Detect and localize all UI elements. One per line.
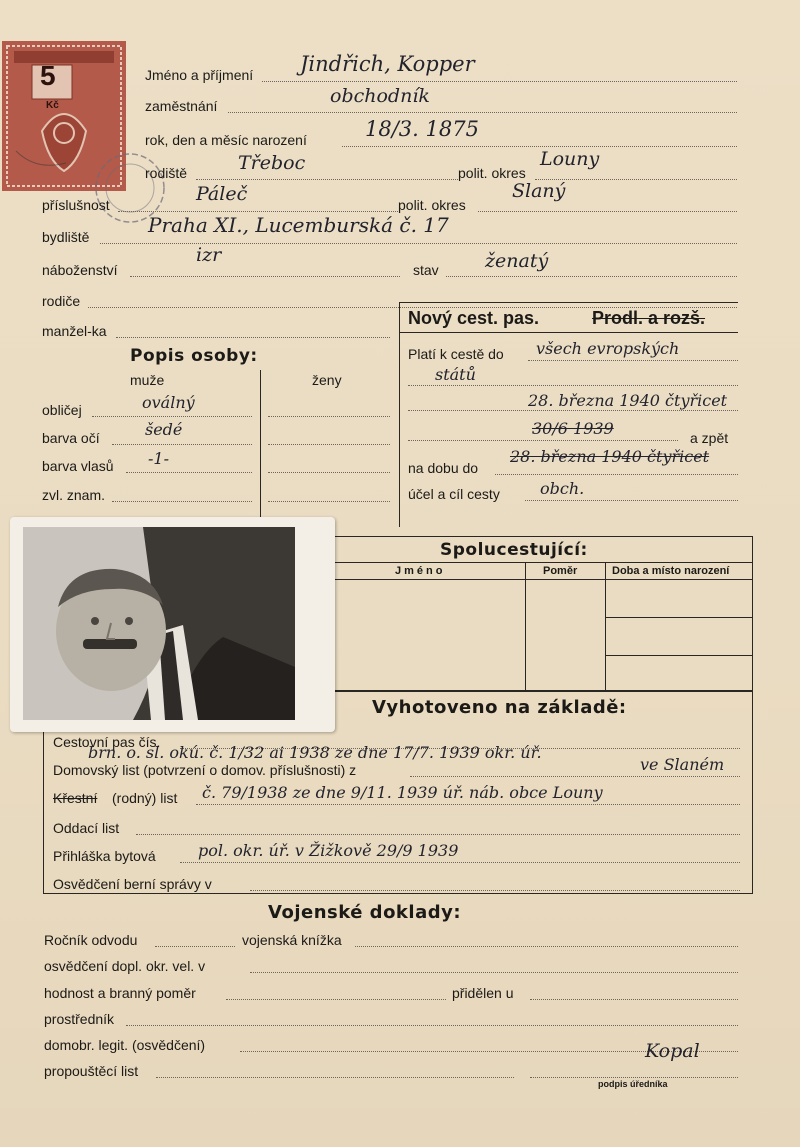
occupation-line bbox=[228, 112, 737, 113]
hair-label: barva vlasů bbox=[42, 458, 114, 474]
name-line bbox=[262, 81, 737, 82]
passport-no-value: brn. o. sl. okú. č. 1/32 ai 1938 ze dne 17/7. 1939 okr. úř. bbox=[88, 743, 542, 762]
birth-cert-label: (rodný) list bbox=[112, 790, 178, 806]
citizenship-district-line bbox=[478, 211, 737, 212]
photo-frame bbox=[10, 517, 335, 732]
year-line bbox=[155, 946, 235, 947]
purpose-label: účel a cíl cesty bbox=[408, 486, 500, 502]
discharge-label: propouštěcí list bbox=[44, 1063, 139, 1079]
citizenship-line bbox=[118, 211, 398, 212]
status-label: stav bbox=[413, 262, 439, 278]
intermediary-line bbox=[126, 1025, 738, 1026]
legion-label: domobr. legit. (osvědčení) bbox=[44, 1037, 206, 1053]
intermediary-label: prostředník bbox=[44, 1011, 115, 1027]
companions-header-rule bbox=[331, 579, 752, 580]
religion-line bbox=[130, 276, 400, 277]
face-line-women bbox=[268, 416, 390, 417]
companions-row-rule-2 bbox=[605, 655, 752, 656]
hair-line-men bbox=[126, 472, 252, 473]
marks-line-men bbox=[112, 501, 252, 502]
birthplace-line bbox=[196, 179, 458, 180]
face-label: obličej bbox=[42, 402, 82, 418]
birth-cert-value: č. 79/1938 ze dne 9/11. 1939 úř. náb. obce Louny bbox=[202, 783, 603, 802]
discharge-line bbox=[156, 1077, 514, 1078]
description-divider bbox=[260, 370, 261, 530]
name-label: Jméno a příjmení bbox=[145, 67, 254, 83]
eyes-label: barva očí bbox=[42, 430, 100, 446]
marriage-label: Oddací list bbox=[53, 820, 120, 836]
tax-label: Osvědčení berní správy v bbox=[53, 876, 212, 892]
birth-cert-struck: Křestní bbox=[53, 790, 98, 806]
birthplace-value: Třeboc bbox=[238, 152, 306, 174]
eyes-line-men bbox=[112, 444, 252, 445]
year-label: Ročník odvodu bbox=[44, 932, 138, 948]
dob-value: 18/3. 1875 bbox=[365, 117, 479, 141]
rank-line bbox=[226, 999, 446, 1000]
signature-label: podpis úředníka bbox=[598, 1079, 668, 1089]
valid-line-4 bbox=[408, 440, 678, 441]
domicile-value: ve Slaném bbox=[640, 755, 725, 774]
return-label: a zpět bbox=[690, 430, 729, 446]
duration-label: na dobu do bbox=[408, 460, 479, 476]
hair-value: -1- bbox=[148, 449, 169, 468]
companions-row-rule-1 bbox=[605, 617, 752, 618]
stamp-currency: Kč bbox=[46, 100, 59, 111]
registration-line bbox=[180, 862, 740, 863]
valid-date-1: 28. března 1940 čtyřicet bbox=[528, 391, 728, 410]
spouse-line bbox=[116, 337, 390, 338]
registration-value: pol. okr. úř. v Žižkově 29/9 1939 bbox=[198, 841, 459, 860]
description-title: Popis osoby: bbox=[130, 346, 258, 366]
purpose-line bbox=[525, 500, 738, 501]
marriage-line bbox=[136, 834, 740, 835]
birthplace-label: rodiště bbox=[145, 165, 188, 181]
religion-label: náboženství bbox=[42, 262, 118, 278]
passport-title-underline bbox=[399, 332, 738, 333]
signature-value: Kopal bbox=[645, 1040, 700, 1062]
passport-extend-title: Prodl. a rozš. bbox=[592, 308, 706, 328]
parents-label: rodiče bbox=[42, 293, 81, 309]
residence-value: Praha XI., Lucemburská č. 17 bbox=[148, 213, 449, 237]
cert-line bbox=[250, 972, 738, 973]
portrait-photo bbox=[23, 527, 295, 720]
passport-box-top-border bbox=[399, 302, 738, 303]
citizenship-district-value: Slaný bbox=[512, 180, 566, 202]
military-title: Vojenské doklady: bbox=[268, 902, 462, 923]
companions-title: Spolucestující: bbox=[440, 540, 588, 560]
birth-district-label: polit. okres bbox=[458, 165, 526, 181]
dob-line bbox=[342, 146, 737, 147]
valid-value-2: států bbox=[435, 365, 476, 384]
portrait-graphic bbox=[23, 527, 295, 720]
issued-title: Vyhotoveno na základě: bbox=[372, 697, 627, 718]
name-value: Jindřich, Kopper bbox=[300, 52, 475, 76]
book-label: vojenská knížka bbox=[242, 932, 342, 948]
hair-line-women bbox=[268, 472, 390, 473]
eyes-line-women bbox=[268, 444, 390, 445]
dob-label: rok, den a měsíc narození bbox=[145, 132, 307, 148]
purpose-value: obch. bbox=[540, 479, 585, 498]
companions-col-birth: Doba a místo narození bbox=[612, 565, 730, 577]
assigned-label: přidělen u bbox=[452, 985, 514, 1001]
assigned-line bbox=[530, 999, 738, 1000]
rank-label: hodnost a branný poměr bbox=[44, 985, 196, 1001]
registration-label: Přihláška bytová bbox=[53, 848, 156, 864]
residence-label: bydliště bbox=[42, 229, 90, 245]
companions-col-divider-2 bbox=[605, 562, 606, 691]
col-men: muže bbox=[130, 372, 165, 388]
valid-line-1 bbox=[528, 360, 738, 361]
occupation-value: obchodník bbox=[330, 85, 430, 107]
cert-label: osvědčení dopl. okr. vel. v bbox=[44, 958, 206, 974]
citizenship-label: příslušnost bbox=[42, 197, 110, 213]
eyes-value: šedé bbox=[145, 420, 183, 439]
face-value: oválný bbox=[142, 393, 195, 412]
tax-line bbox=[250, 890, 740, 891]
marks-line-women bbox=[268, 501, 390, 502]
domicile-label: Domovský list (potvrzení o domov. příslušnosti) z bbox=[53, 762, 357, 778]
valid-value-1: všech evropských bbox=[536, 339, 680, 358]
companions-col-divider-1 bbox=[525, 562, 526, 691]
passport-new-title: Nový cest. pas. bbox=[408, 308, 540, 328]
companions-col-relation: Poměr bbox=[543, 565, 578, 577]
col-women: ženy bbox=[312, 372, 342, 388]
duration-value: 28. března 1940 čtyřicet bbox=[510, 447, 710, 466]
domicile-line bbox=[410, 776, 740, 777]
status-line bbox=[446, 276, 737, 277]
face-line-men bbox=[92, 416, 252, 417]
citizenship-district-label: polit. okres bbox=[398, 197, 466, 213]
occupation-label: zaměstnání bbox=[145, 98, 218, 114]
passport-no-label: Cestovní pas čís. bbox=[53, 734, 161, 750]
birth-cert-line bbox=[196, 804, 740, 805]
citizenship-value: Páleč bbox=[196, 183, 248, 205]
marks-label: zvl. znam. bbox=[42, 487, 106, 503]
status-value: ženatý bbox=[485, 250, 549, 272]
spouse-label: manžel-ka bbox=[42, 323, 107, 339]
birth-district-value: Louny bbox=[540, 148, 600, 170]
companions-col-name: Jméno bbox=[395, 565, 446, 577]
stamp-value: 5 bbox=[40, 60, 56, 91]
passport-box-left-border bbox=[399, 302, 400, 527]
religion-value: izr bbox=[196, 244, 222, 266]
book-line bbox=[355, 946, 738, 947]
valid-label: Platí k cestě do bbox=[408, 346, 504, 362]
valid-date-struck: 30/6 1939 bbox=[532, 419, 614, 438]
duration-line bbox=[495, 474, 738, 475]
